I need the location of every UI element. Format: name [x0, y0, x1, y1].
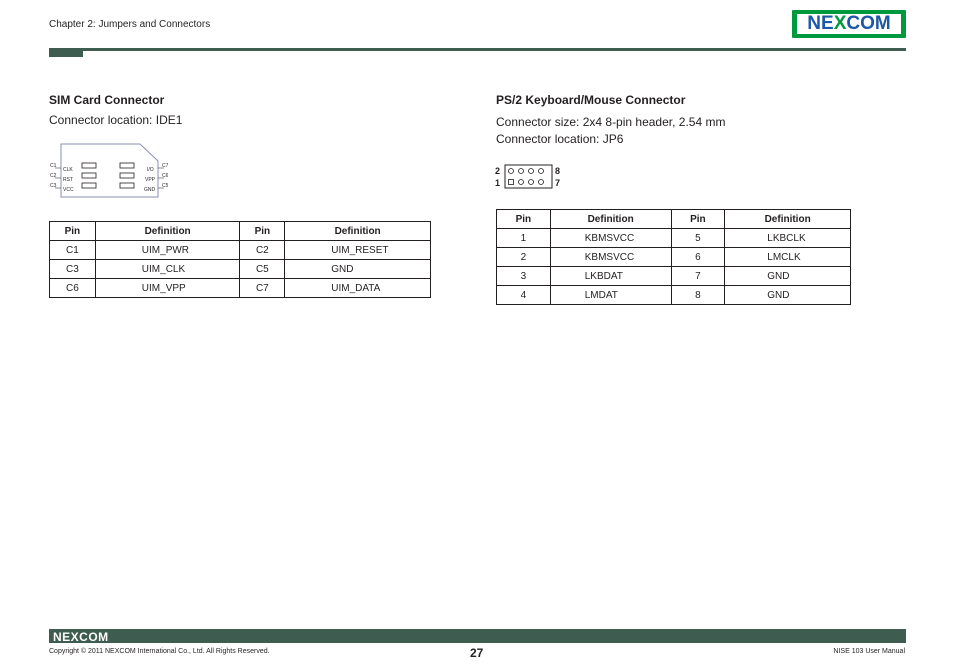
chapter-title: Chapter 2: Jumpers and Connectors	[49, 19, 211, 30]
definition-cell: GND	[725, 267, 851, 286]
ps2-pin-table	[496, 209, 851, 305]
sim-pin-c5: C5	[162, 183, 168, 189]
col-header-definition: Definition	[725, 210, 851, 229]
sim-label-vpp: VPP	[145, 177, 156, 183]
sim-label-io: I/O	[147, 167, 154, 173]
definition-cell: KBMSVCC	[550, 248, 671, 267]
sim-pin-c6: C6	[162, 173, 168, 179]
col-header-pin: Pin	[50, 222, 96, 241]
pin-cell: 4	[497, 286, 551, 305]
sim-pin-c7: C7	[162, 163, 168, 169]
pin-cell: 7	[671, 267, 725, 286]
table-row	[50, 279, 431, 298]
footer-logo: NEXCOM	[53, 630, 109, 644]
ps2-header-diagram	[494, 164, 574, 190]
pin-cell: 1	[497, 229, 551, 248]
sim-label-clk: CLK	[63, 167, 73, 173]
pin-cell: C3	[50, 260, 96, 279]
table-header-row	[497, 210, 851, 229]
sim-pin-c1: C1	[50, 163, 57, 169]
definition-cell: GND	[285, 260, 431, 279]
definition-cell: UIM_DATA	[285, 279, 431, 298]
sim-pin-c2: C2	[50, 173, 57, 179]
pin-cell: C1	[50, 241, 96, 260]
table-row	[497, 229, 851, 248]
table-row	[50, 241, 431, 260]
pin-cell: C5	[240, 260, 285, 279]
ps2-pin-1-label: 1	[495, 178, 501, 188]
pin-cell: C2	[240, 241, 285, 260]
pin-cell: C6	[50, 279, 96, 298]
ps2-section-title: PS/2 Keyboard/Mouse Connector	[496, 93, 686, 107]
page-number: 27	[470, 646, 484, 660]
ps2-pin-8-label: 8	[555, 166, 561, 176]
table-row	[50, 260, 431, 279]
header-divider	[49, 48, 906, 51]
ps2-location: Connector location: JP6	[496, 132, 624, 146]
pin-cell: C7	[240, 279, 285, 298]
sim-pin-c3: C3	[50, 183, 57, 189]
definition-cell: KBMSVCC	[550, 229, 671, 248]
footer-manual-title: NISE 103 User Manual	[833, 648, 905, 655]
pin-cell: 2	[497, 248, 551, 267]
definition-cell: UIM_PWR	[95, 241, 240, 260]
table-row	[497, 267, 851, 286]
footer-bar	[49, 629, 906, 643]
footer-corner-mark	[891, 638, 897, 643]
pin-cell: 5	[671, 229, 725, 248]
sim-section-title: SIM Card Connector	[49, 93, 165, 107]
definition-cell: UIM_RESET	[285, 241, 431, 260]
nexcom-logo: NE X COM	[792, 10, 906, 38]
ps2-connector-size: Connector size: 2x4 8-pin header, 2.54 mm	[496, 115, 726, 129]
definition-cell: LMDAT	[550, 286, 671, 305]
ps2-pin-7-label: 7	[555, 178, 561, 188]
definition-cell: UIM_VPP	[95, 279, 240, 298]
col-header-definition: Definition	[285, 222, 431, 241]
definition-cell: LMCLK	[725, 248, 851, 267]
col-header-pin: Pin	[497, 210, 551, 229]
sim-pin-table	[49, 221, 431, 298]
col-header-pin: Pin	[240, 222, 285, 241]
sim-location: Connector location: IDE1	[49, 113, 183, 127]
col-header-definition: Definition	[95, 222, 240, 241]
pin-cell: 6	[671, 248, 725, 267]
table-row	[497, 248, 851, 267]
definition-cell: LKBCLK	[725, 229, 851, 248]
definition-cell: LKBDAT	[550, 267, 671, 286]
footer-copyright: Copyright © 2011 NEXCOM International Co., Ltd. All Rights Reserved.	[49, 648, 270, 655]
footer-corner-mark	[891, 629, 897, 636]
sim-label-gnd: GND	[144, 187, 156, 193]
sim-label-vcc: VCC	[63, 187, 74, 193]
table-header-row	[50, 222, 431, 241]
sim-connector-diagram	[48, 141, 168, 201]
footer-corner-mark	[899, 638, 906, 643]
ps2-pin-2-label: 2	[495, 166, 501, 176]
header-tab-accent	[49, 48, 83, 57]
pin-cell: 8	[671, 286, 725, 305]
definition-cell: GND	[725, 286, 851, 305]
col-header-pin: Pin	[671, 210, 725, 229]
table-row	[497, 286, 851, 305]
sim-label-rst: RST	[63, 177, 73, 183]
definition-cell: UIM_CLK	[95, 260, 240, 279]
pin-cell: 3	[497, 267, 551, 286]
col-header-definition: Definition	[550, 210, 671, 229]
